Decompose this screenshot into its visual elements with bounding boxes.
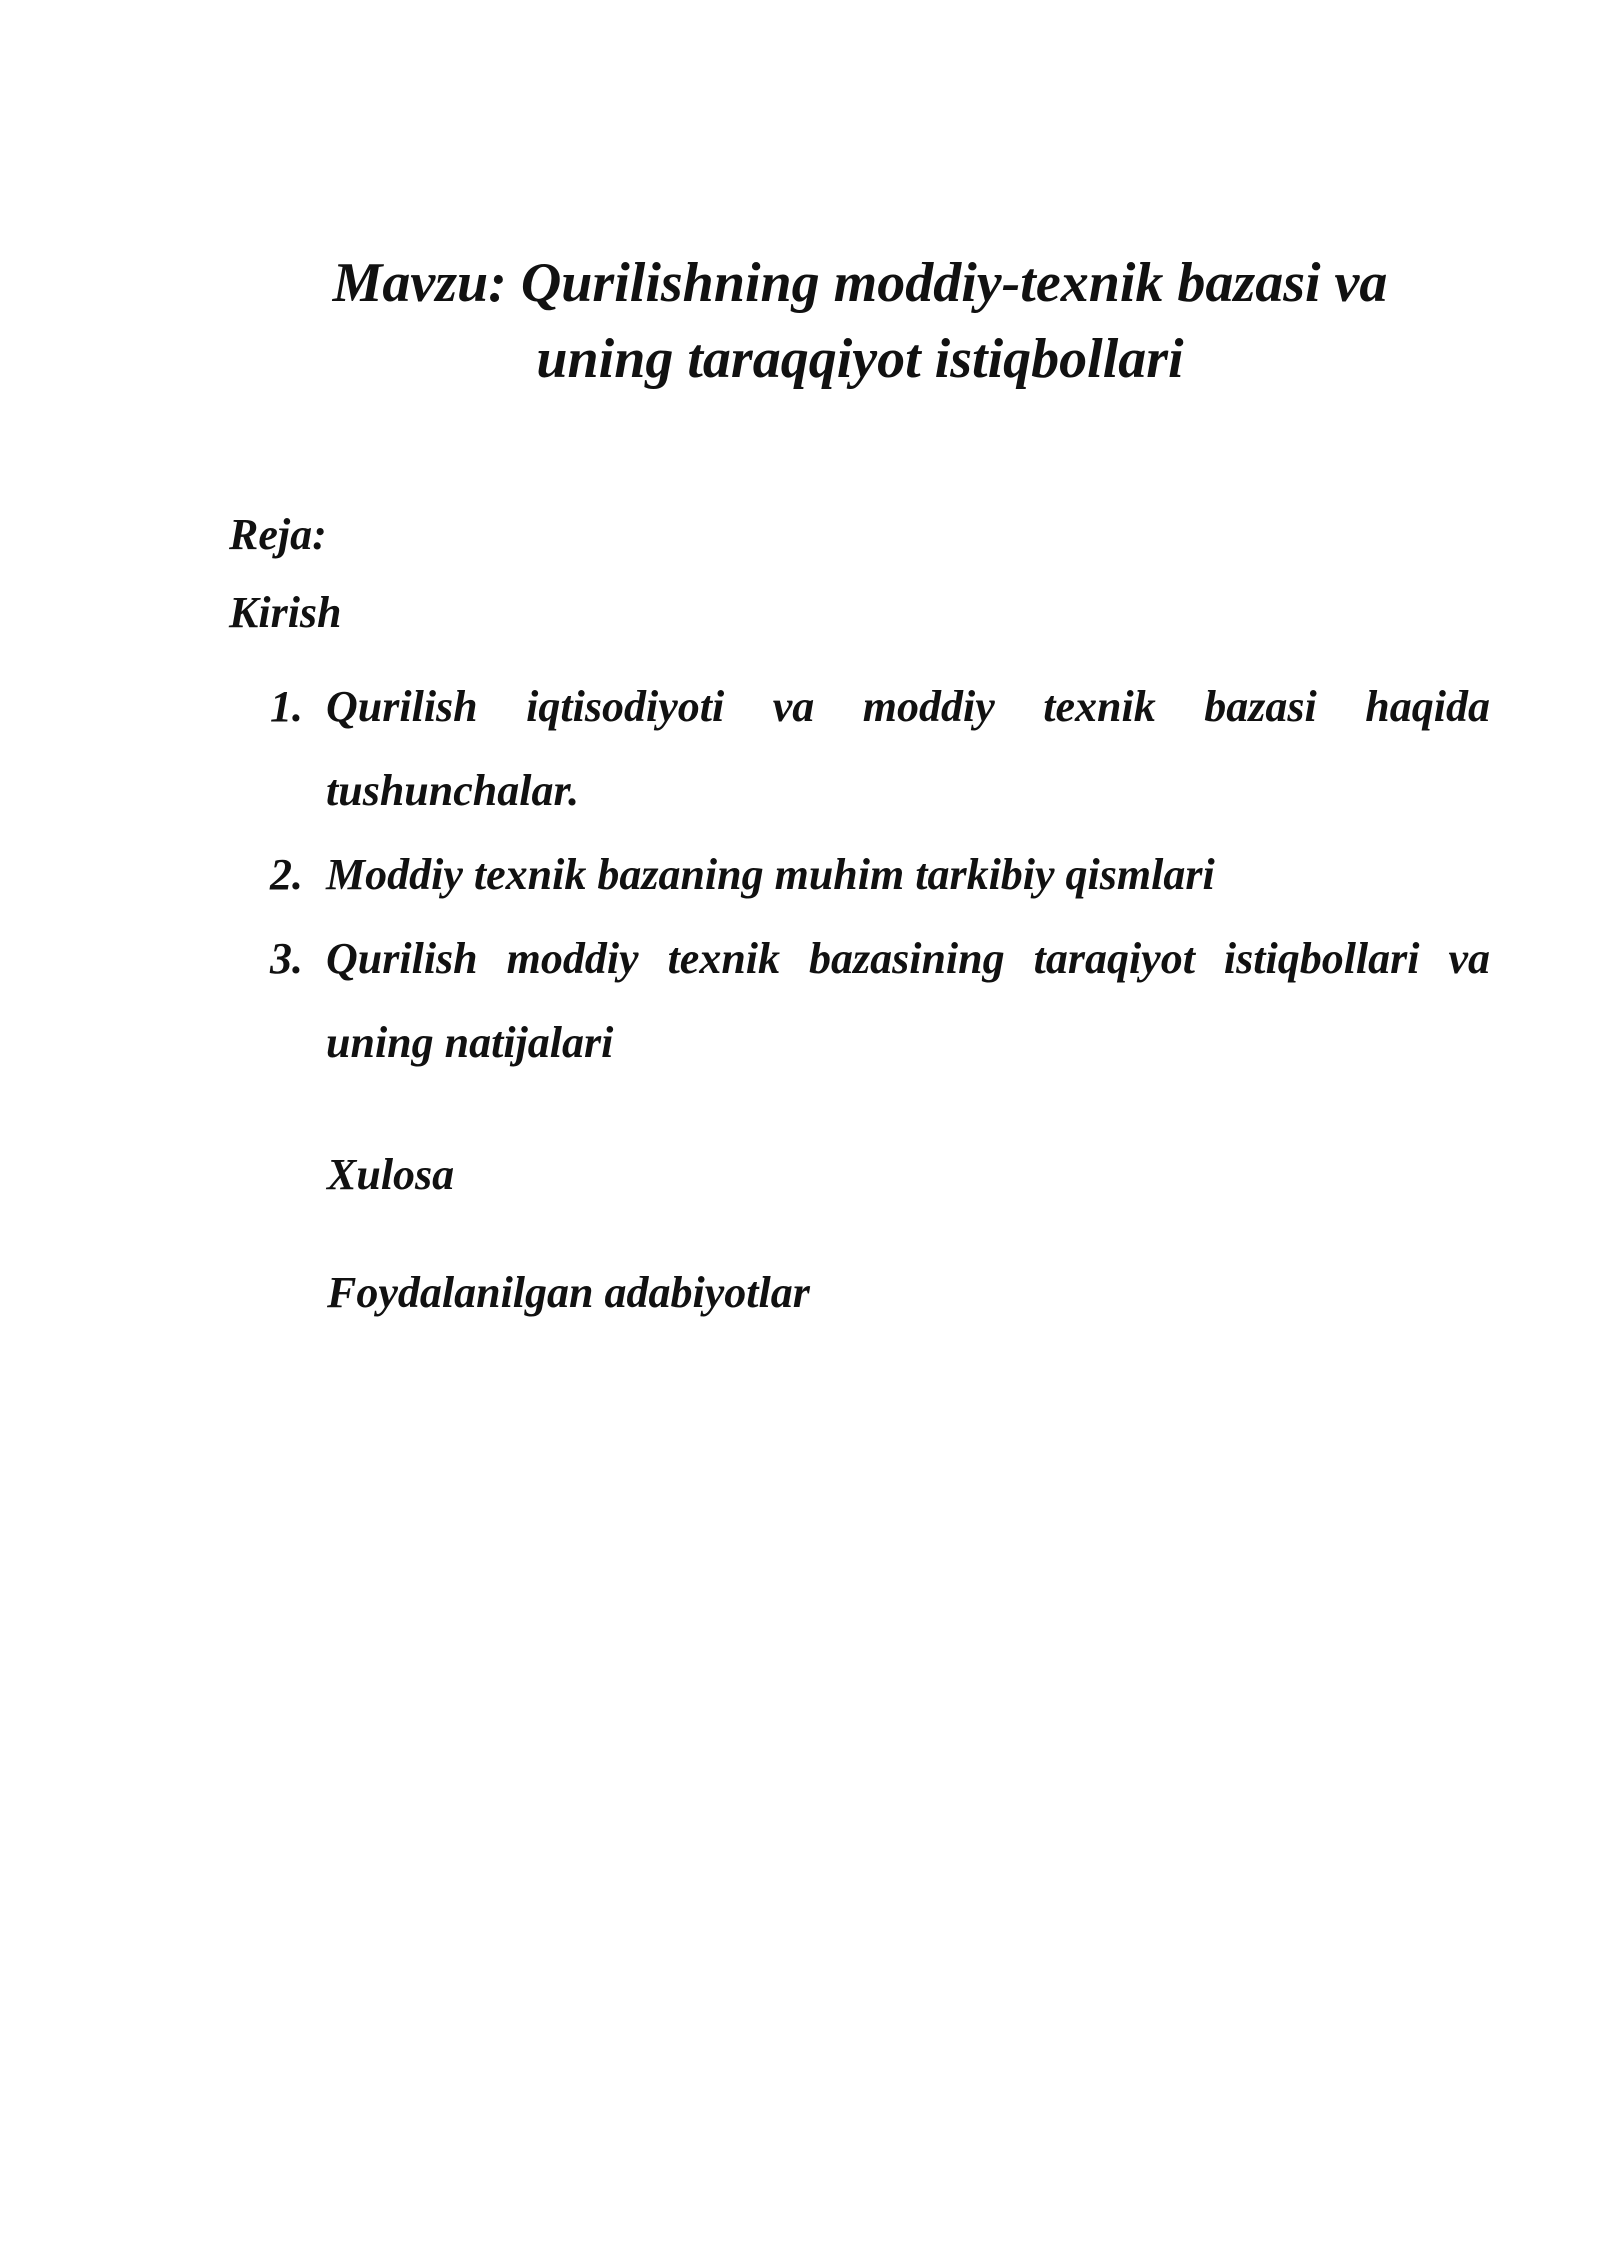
conclusion-heading: Xulosa: [327, 1150, 455, 1199]
plan-item-text: Qurilish moddiy texnik bazasining taraqiyot istiqbollari va uning natijalari: [326, 934, 1490, 1067]
plan-list: [270, 665, 1490, 1085]
plan-item-3: [270, 917, 1490, 1085]
plan-item-text: Moddiy texnik bazaning muhim tarkibiy qismlari: [326, 850, 1215, 899]
references-heading: Foydalanilgan adabiyotlar: [327, 1268, 810, 1317]
title-line-1: Mavzu: Qurilishning moddiy-texnik bazasi va: [332, 252, 1388, 314]
plan-item-number: 2.: [270, 850, 303, 899]
plan-item-1: [270, 665, 1490, 833]
document-title: [230, 245, 1490, 397]
plan-label: Reja:: [229, 510, 327, 559]
plan-item-2: [270, 833, 1490, 917]
plan-item-number: 1.: [270, 682, 303, 731]
intro-heading: Kirish: [229, 588, 342, 637]
plan-item-text: Qurilish iqtisodiyoti va moddiy texnik bazasi haqida tushunchalar.: [326, 682, 1490, 815]
plan-item-number: 3.: [270, 934, 303, 983]
title-line-2: uning taraqqiyot istiqbollari: [536, 328, 1184, 390]
